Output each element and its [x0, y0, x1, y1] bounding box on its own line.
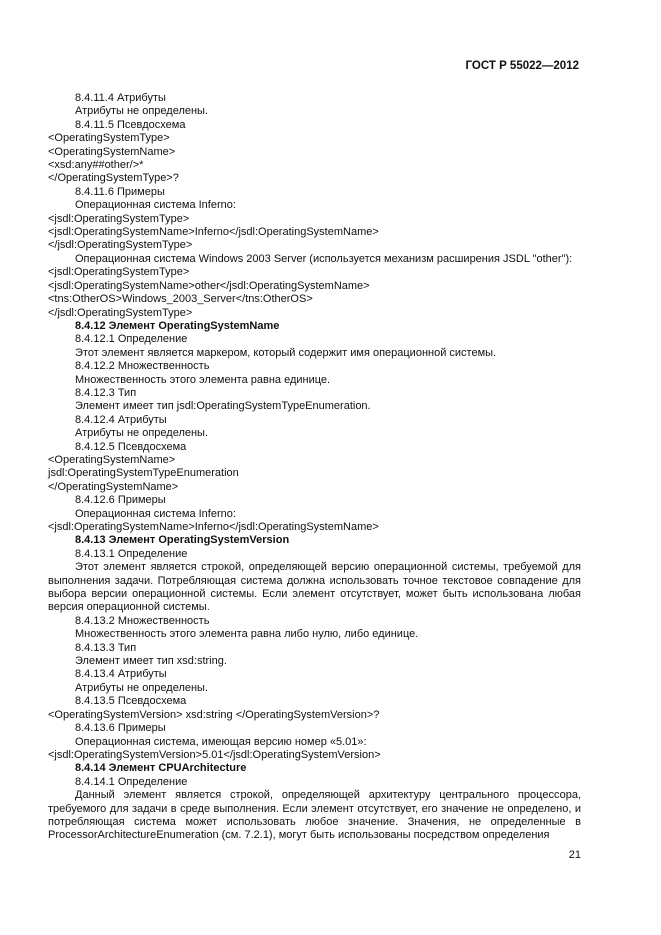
- code-line: <jsdl:OperatingSystemVersion>5.01</jsdl:OperatingSystemVersion>: [48, 748, 381, 761]
- code-line: </OperatingSystemName>: [48, 480, 179, 493]
- text-line: Множественность этого элемента равна либо нулю, либо единице.: [75, 628, 419, 641]
- text-line: 8.4.13.1 Определение: [75, 547, 188, 560]
- text-line: 8.4.14.1 Определение: [75, 775, 188, 788]
- section-heading: 8.4.13 Элемент OperatingSystemVersion: [75, 534, 290, 547]
- paragraph: Данный элемент является строкой, определяющей архитектуру центрального процессора, требуемого для задачи в среде выполнения. Если элемент отсутствует, его значение не определено, и потребляющая система может использовать любое значение. Значения, не определенные в ProcessorArchitectureEnumeration (см. 7.2.1), могут быть использованы посредством определения: [48, 789, 581, 842]
- page-number: 21: [568, 849, 581, 861]
- text-line: Операционная система Inferno:: [75, 507, 236, 520]
- text-line: Атрибуты не определены.: [75, 681, 209, 694]
- code-line: <jsdl:OperatingSystemName>other</jsdl:OperatingSystemName>: [48, 279, 370, 292]
- document-header: ГОСТ Р 55022—2012: [465, 60, 579, 72]
- text-line: Множественность этого элемента равна единице.: [75, 373, 331, 386]
- text-line: 8.4.11.6 Примеры: [75, 185, 165, 198]
- code-line: <jsdl:OperatingSystemName>Inferno</jsdl:OperatingSystemName>: [48, 521, 379, 533]
- section-heading: 8.4.12 Элемент OperatingSystemName: [75, 319, 280, 332]
- text-line: 8.4.13.6 Примеры: [75, 722, 166, 735]
- text-line: 8.4.13.3 Тип: [75, 641, 137, 654]
- text-line: Этот элемент является маркером, который содержит имя операционной системы.: [75, 346, 497, 359]
- text-line: Атрибуты не определены.: [75, 105, 209, 118]
- text-line: Атрибуты не определены.: [75, 427, 209, 440]
- text-line: 8.4.12.3 Тип: [75, 386, 137, 399]
- code-line: <OperatingSystemName>: [48, 453, 176, 466]
- code-line: </jsdl:OperatingSystemType>: [48, 306, 193, 319]
- text-line: 8.4.12.5 Псевдосхема: [75, 440, 187, 453]
- text-line: 8.4.11.4 Атрибуты: [75, 92, 166, 104]
- paragraph: Этот элемент является строкой, определяющей версию операционной системы, требуемой для выполнения задачи. Потребляющая система должна использовать точное текстовое совпадение для выбора версии операционной системы. Если элемент отсутствует, может быть использована любая версия операционной системы.: [48, 561, 581, 614]
- code-line: <jsdl:OperatingSystemName>Inferno</jsdl:OperatingSystemName>: [48, 226, 379, 239]
- text-line: Операционная система Inferno:: [75, 199, 236, 212]
- text-line: 8.4.13.2 Множественность: [75, 614, 210, 627]
- code-line: <OperatingSystemVersion> xsd:string </OperatingSystemVersion>?: [48, 708, 380, 721]
- code-line: <OperatingSystemName>: [48, 145, 176, 158]
- code-line: jsdl:OperatingSystemTypeEnumeration: [48, 467, 239, 480]
- text-line: 8.4.12.2 Множественность: [75, 360, 210, 373]
- text-line: Элемент имеет тип xsd:string.: [75, 655, 227, 668]
- code-line: <OperatingSystemType>: [48, 132, 170, 145]
- text-line: Элемент имеет тип jsdl:OperatingSystemTypeEnumeration.: [75, 400, 371, 413]
- section-heading: 8.4.14 Элемент CPUArchitecture: [75, 762, 247, 775]
- code-line: </OperatingSystemType>?: [48, 172, 179, 185]
- text-line: 8.4.13.5 Псевдосхема: [75, 695, 187, 708]
- page-body: [48, 92, 581, 843]
- code-line: <jsdl:OperatingSystemType>: [48, 212, 190, 225]
- text-line: Операционная система Windows 2003 Server (используется механизм расширения JSDL "other"):: [75, 252, 573, 265]
- text-line: 8.4.12.1 Определение: [75, 333, 188, 346]
- text-line: 8.4.12.6 Примеры: [75, 494, 166, 507]
- code-line: <jsdl:OperatingSystemType>: [48, 266, 190, 279]
- text-line: 8.4.13.4 Атрибуты: [75, 668, 167, 681]
- text-line: 8.4.12.4 Атрибуты: [75, 413, 167, 426]
- code-line: <tns:OtherOS>Windows_2003_Server</tns:OtherOS>: [48, 293, 313, 306]
- text-line: Операционная система, имеющая версию номер «5.01»:: [75, 735, 367, 748]
- text-line: 8.4.11.5 Псевдосхема: [75, 118, 186, 131]
- code-line: </jsdl:OperatingSystemType>: [48, 239, 193, 252]
- code-line: <xsd:any##other/>*: [48, 159, 144, 172]
